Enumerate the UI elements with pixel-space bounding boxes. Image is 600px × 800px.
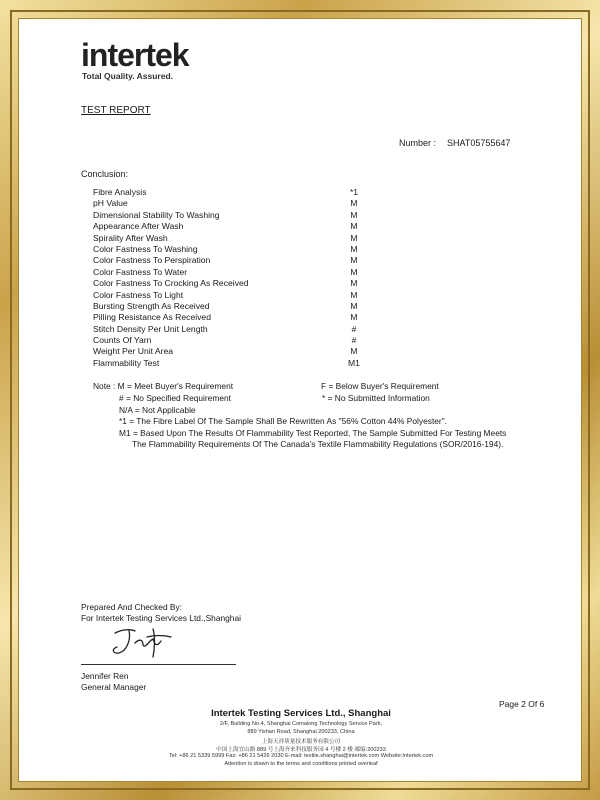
list-item bbox=[93, 210, 493, 221]
test-name: Spirality After Wash bbox=[93, 232, 168, 243]
test-name: Appearance After Wash bbox=[93, 221, 184, 232]
note-m1-definition: M1 = Based Upon The Results Of Flammability Test Reported, The Sample Submitted For Testing Meets bbox=[119, 428, 507, 438]
test-name: Weight Per Unit Area bbox=[93, 346, 174, 357]
list-item bbox=[93, 324, 493, 335]
test-result: M bbox=[350, 289, 358, 300]
test-name: Flammability Test bbox=[93, 357, 160, 368]
test-name: Dimensional Stability To Washing bbox=[93, 209, 220, 220]
list-item bbox=[93, 312, 493, 323]
note-star1-definition: *1 = The Fibre Label Of The Sample Shall Be Rewritten As "56% Cotton 44% Polyester". bbox=[119, 416, 448, 426]
test-name: Color Fastness To Perspiration bbox=[93, 255, 211, 266]
footer-address-2: 889 Yishan Road, Shanghai 200233, China bbox=[247, 729, 355, 735]
test-result: M bbox=[350, 255, 358, 266]
logo-tagline: Total Quality. Assured. bbox=[82, 71, 173, 81]
footer-disclaimer: Attention is drawn to the terms and conditions printed overleaf bbox=[224, 761, 378, 767]
test-result: M bbox=[350, 232, 358, 243]
list-item bbox=[93, 255, 493, 266]
test-result: M bbox=[350, 243, 358, 254]
test-name: Bursting Strength As Received bbox=[93, 300, 210, 311]
note-m-definition: Note : M = Meet Buyer's Requirement bbox=[93, 381, 234, 391]
footer-address-cn: 上海天祥质量技术服务有限公司 bbox=[261, 739, 341, 745]
page-number: Page 2 Of 6 bbox=[499, 699, 545, 709]
report-title: TEST REPORT bbox=[81, 105, 151, 116]
test-name: Color Fastness To Crocking As Received bbox=[93, 278, 249, 289]
test-name: Counts Of Yarn bbox=[93, 335, 152, 346]
signer-name: Jennifer Ren bbox=[81, 671, 129, 681]
note-hash-definition: # = No Specified Requirement bbox=[119, 393, 231, 403]
test-result: M bbox=[350, 300, 358, 311]
test-result: M bbox=[350, 198, 358, 209]
test-name: Color Fastness To Water bbox=[93, 266, 188, 277]
footer-company: Intertek Testing Services Ltd., Shanghai bbox=[211, 708, 391, 719]
test-result: M bbox=[350, 278, 358, 289]
list-item bbox=[93, 290, 493, 301]
report-page bbox=[18, 18, 582, 782]
list-item bbox=[93, 187, 493, 198]
test-result: *1 bbox=[349, 187, 359, 197]
intertek-logo: intertek bbox=[81, 37, 189, 73]
list-item bbox=[93, 244, 493, 255]
test-result: M bbox=[350, 346, 358, 357]
test-result: # bbox=[351, 323, 357, 334]
test-results-list bbox=[93, 187, 493, 369]
footer-contact: Tel: +86 21 5339 5999 Fax: +86 21 5426 2030 E-mail: textile.shanghai@intertek.com Website:Intertek.com bbox=[168, 753, 434, 759]
test-result: M bbox=[350, 312, 358, 323]
list-item bbox=[93, 358, 493, 369]
note-star-definition: * = No Submitted Information bbox=[322, 393, 430, 403]
signature-line bbox=[81, 664, 236, 665]
list-item bbox=[93, 278, 493, 289]
list-item bbox=[93, 198, 493, 209]
report-number-label: Number : bbox=[399, 138, 437, 148]
test-name: Stitch Density Per Unit Length bbox=[93, 323, 208, 334]
test-name: Color Fastness To Light bbox=[93, 289, 184, 300]
signer-position: General Manager bbox=[81, 682, 147, 692]
test-name: Pilling Resistance As Received bbox=[93, 312, 211, 323]
list-item bbox=[93, 301, 493, 312]
note-na-definition: N/A = Not Applicable bbox=[119, 405, 196, 415]
footer-address-1: 2/F, Building No.4, Shanghai Comalong Technology Service Park, bbox=[219, 721, 383, 727]
footer-address-cn-2: 中国上海宜山路 889 号上海齐来科技服务园 4 号楼 2 楼 邮编:200233 bbox=[216, 747, 386, 753]
prepared-by-label: Prepared And Checked By: bbox=[81, 602, 183, 612]
list-item bbox=[93, 233, 493, 244]
list-item bbox=[93, 267, 493, 278]
report-number-value: SHAT05755647 bbox=[447, 138, 511, 148]
signature-icon bbox=[109, 625, 179, 659]
test-name: Color Fastness To Washing bbox=[93, 243, 198, 254]
note-f-definition: F = Below Buyer's Requirement bbox=[321, 381, 439, 391]
test-result: # bbox=[351, 335, 357, 346]
test-name: pH Value bbox=[93, 198, 128, 209]
test-name: Fibre Analysis bbox=[93, 187, 147, 197]
test-result: M bbox=[350, 266, 358, 277]
note-m1-definition-cont: The Flammability Requirements Of The Canada's Textile Flammability Regulations (SOR/2016-194). bbox=[132, 439, 504, 449]
list-item bbox=[93, 346, 493, 357]
test-result: M1 bbox=[348, 357, 360, 368]
prepared-by-company: For Intertek Testing Services Ltd.,Shanghai bbox=[81, 613, 241, 623]
list-item bbox=[93, 335, 493, 346]
test-result: M bbox=[350, 221, 358, 232]
list-item bbox=[93, 221, 493, 232]
test-result: M bbox=[350, 209, 358, 220]
conclusion-label: Conclusion: bbox=[81, 169, 129, 179]
